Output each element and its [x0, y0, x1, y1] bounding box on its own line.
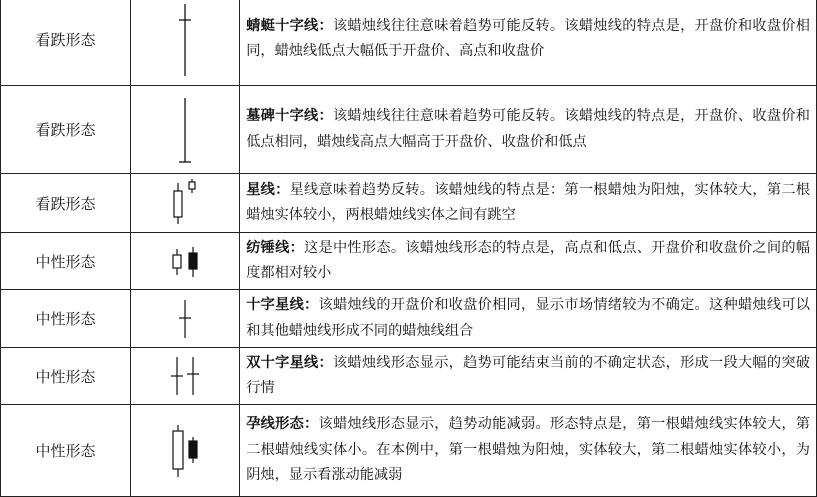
star-candles-icon: [168, 177, 202, 229]
pattern-image-cell: [130, 290, 239, 348]
description-cell: [240, 0, 817, 86]
dragonfly-doji-icon: [175, 0, 195, 80]
double-doji-icon: [167, 353, 203, 399]
doji-star-icon: [175, 296, 195, 342]
pattern-text: 这是中性形态。该蜡烛线形态的特点是，高点和低点、开盘价和收盘价之间的幅度都相对较小: [246, 239, 810, 281]
category-cell: 中性形态: [1, 405, 131, 497]
table-row: [1, 174, 817, 233]
description-cell: [240, 86, 817, 174]
pattern-image-cell: [130, 86, 239, 174]
description-cell: [240, 290, 817, 348]
pattern-text: 该蜡烛线往往意味着趋势可能反转。该蜡烛线的特点是，开盘价和收盘价相同，蜡烛线低点大幅低于开盘价、高点和收盘价: [246, 17, 810, 59]
table-row: [1, 86, 817, 174]
pattern-text: 该蜡烛线的开盘价和收盘价相同，显示市场情绪较为不确定。这种蜡烛线可以和其他蜡烛线形成不同的蜡烛线组合: [246, 297, 810, 339]
pattern-text: 该蜡烛线形态显示，趋势动能减弱。形态特点是，第一根蜡烛线实体较大，第二根蜡烛线实体小。在本例中，第一根蜡烛为阳烛，实体较大，第二根蜡烛实体较小，为阴烛，显示看涨动能减弱: [246, 416, 810, 484]
pattern-text: 该蜡烛线往往意味着趋势可能反转。该蜡烛线的特点是，开盘价、收盘价和低点相同，蜡烛线高点大幅高于开盘价、收盘价和低点: [246, 108, 810, 150]
pattern-term: 纺锤线：: [246, 239, 305, 256]
table-row: [1, 405, 817, 497]
table-row: [1, 233, 817, 290]
table-row: [1, 290, 817, 348]
description-cell: [240, 174, 817, 233]
pattern-image-cell: [130, 0, 239, 86]
pattern-term: 墓碑十字线：: [246, 108, 333, 124]
pattern-text: 星线意味着趋势反转。该蜡烛线的特点是：第一根蜡烛为阳烛，实体较大，第二根蜡烛实体较小，两根蜡烛线实体之间有跳空: [246, 181, 810, 223]
pattern-term: 蜻蜓十字线：: [246, 17, 333, 34]
category-cell: 中性形态: [1, 348, 131, 405]
spinning-top-candles-icon: [167, 241, 203, 281]
pattern-image-cell: [130, 348, 239, 405]
category-cell: 中性形态: [1, 290, 131, 348]
pattern-image-cell: [130, 405, 239, 497]
category-cell: 看跌形态: [1, 174, 131, 233]
gravestone-doji-icon: [175, 92, 195, 168]
harami-candles-icon: [167, 421, 203, 481]
pattern-term: 星线：: [246, 181, 290, 198]
table-row: [1, 348, 817, 405]
category-cell: 看跌形态: [1, 0, 131, 86]
pattern-term: 双十字星线：: [246, 354, 333, 371]
pattern-text: 该蜡烛线形态显示，趋势可能结束当前的不确定状态，形成一段大幅的突破行情: [246, 354, 810, 396]
category-cell: 看跌形态: [1, 86, 131, 174]
pattern-image-cell: [130, 233, 239, 290]
table-row: [1, 0, 817, 86]
pattern-image-cell: [130, 174, 239, 233]
category-cell: 中性形态: [1, 233, 131, 290]
description-cell: [240, 405, 817, 497]
description-cell: [240, 233, 817, 290]
pattern-term: 孕线形态：: [246, 416, 319, 433]
pattern-term: 十字星线：: [246, 297, 319, 313]
description-cell: [240, 348, 817, 405]
